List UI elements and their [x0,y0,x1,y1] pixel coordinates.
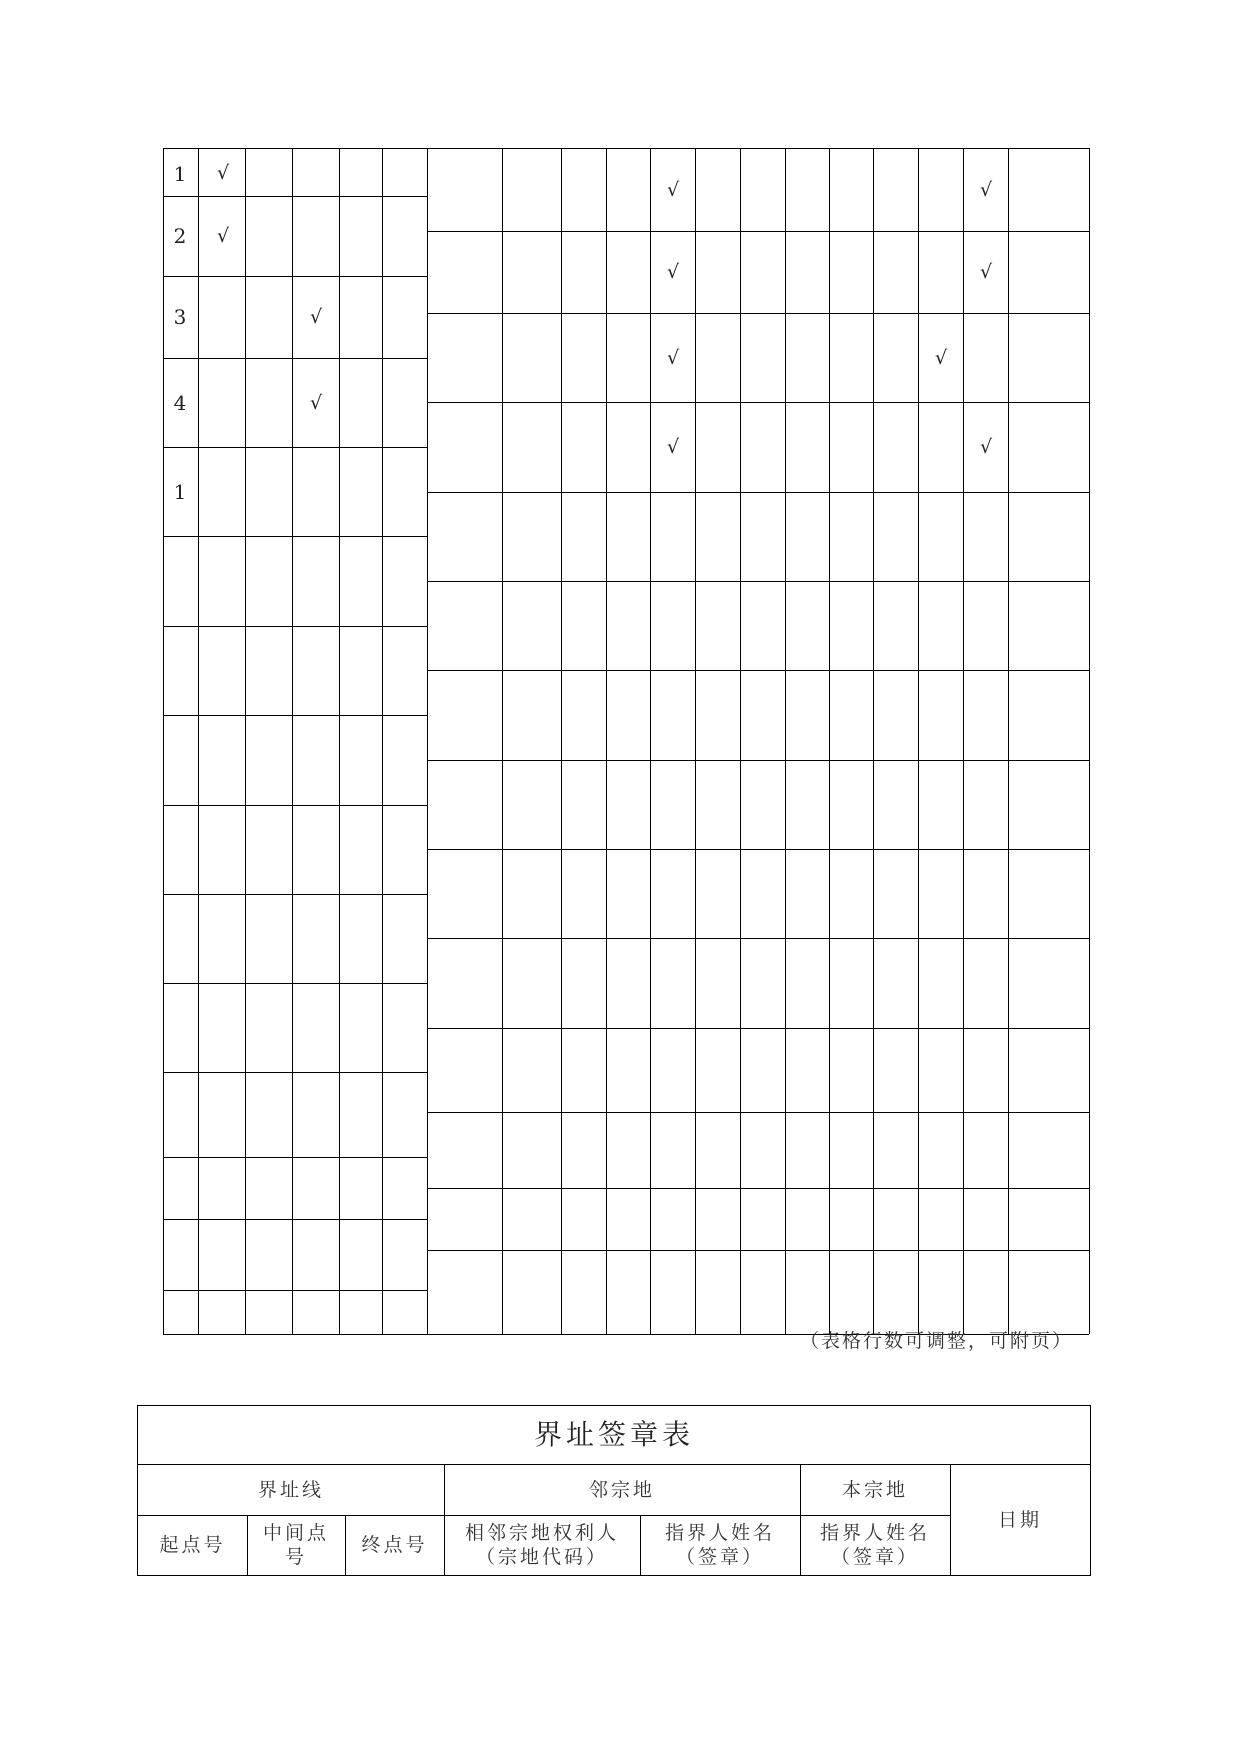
grid-line [163,1072,427,1073]
row-number: 2 [173,224,187,248]
grid-line [427,1028,1089,1029]
grid-line [785,148,786,1334]
row-number: 3 [173,305,187,329]
row-number: 4 [173,391,187,415]
grid-line [427,760,1089,761]
header-boundary-line: 界址线 [257,1478,324,1501]
grid-line [695,148,696,1334]
signature-table-title: 界址签章表 [533,1418,694,1451]
check-mark: √ [979,179,993,201]
grid-line [1008,148,1009,1334]
grid-line [650,148,651,1334]
header-end-point: 终点号 [361,1534,428,1556]
grid-line [1089,148,1090,1334]
grid-line [163,1290,427,1291]
grid-line [502,148,503,1334]
header-adjacent-signer: 指界人姓名（签章） [664,1522,775,1568]
check-mark: √ [979,436,993,458]
check-mark: √ [309,392,323,414]
grid-line [427,1188,1089,1189]
check-mark: √ [216,225,230,247]
grid-line [427,670,1089,671]
grid-line [163,276,427,277]
grid-line [163,358,427,359]
grid-line [163,894,427,895]
grid-line [427,402,1089,403]
check-mark: √ [666,347,680,369]
grid-line [561,148,562,1334]
grid-line [163,1157,427,1158]
grid-line [963,148,964,1334]
grid-border [163,148,1089,149]
row-number: 1 [173,162,187,186]
grid-line [740,148,741,1334]
grid-line [163,983,427,984]
header-this-parcel: 本宗地 [841,1478,908,1501]
grid-line [427,1112,1089,1113]
grid-line [163,1219,427,1220]
check-mark: √ [309,306,323,328]
grid-line [427,1250,1089,1251]
grid-line [163,536,427,537]
header-middle-point: 中间点号 [262,1522,329,1568]
header-adjacent-owner: 相邻宗地权利人（宗地代码） [464,1522,619,1568]
grid-line [427,581,1089,582]
row-number: 1 [173,480,187,504]
grid-line [163,447,427,448]
grid-line [163,626,427,627]
header-date: 日期 [997,1508,1042,1531]
header-adjacent-parcel: 邻宗地 [588,1478,655,1501]
grid-line [829,148,830,1334]
grid-line [427,231,1089,232]
check-mark: √ [979,261,993,283]
grid-line [427,938,1089,939]
check-mark: √ [216,162,230,184]
grid-line [163,805,427,806]
header-this-signer: 指界人姓名（签章） [819,1522,930,1568]
check-mark: √ [666,436,680,458]
grid-line [606,148,607,1334]
grid-line [873,148,874,1334]
signature-table [137,1405,1091,1576]
check-mark: √ [666,179,680,201]
grid-line [427,313,1089,314]
grid-line [427,148,428,1334]
footnote: （表格行数可调整，可附页） [799,1330,1073,1352]
grid-line [918,148,919,1334]
header-start-point: 起点号 [159,1534,226,1556]
check-mark: √ [666,261,680,283]
grid-line [427,492,1089,493]
check-mark: √ [934,347,948,369]
grid-line [163,196,427,197]
grid-line [163,715,427,716]
grid-line [427,849,1089,850]
